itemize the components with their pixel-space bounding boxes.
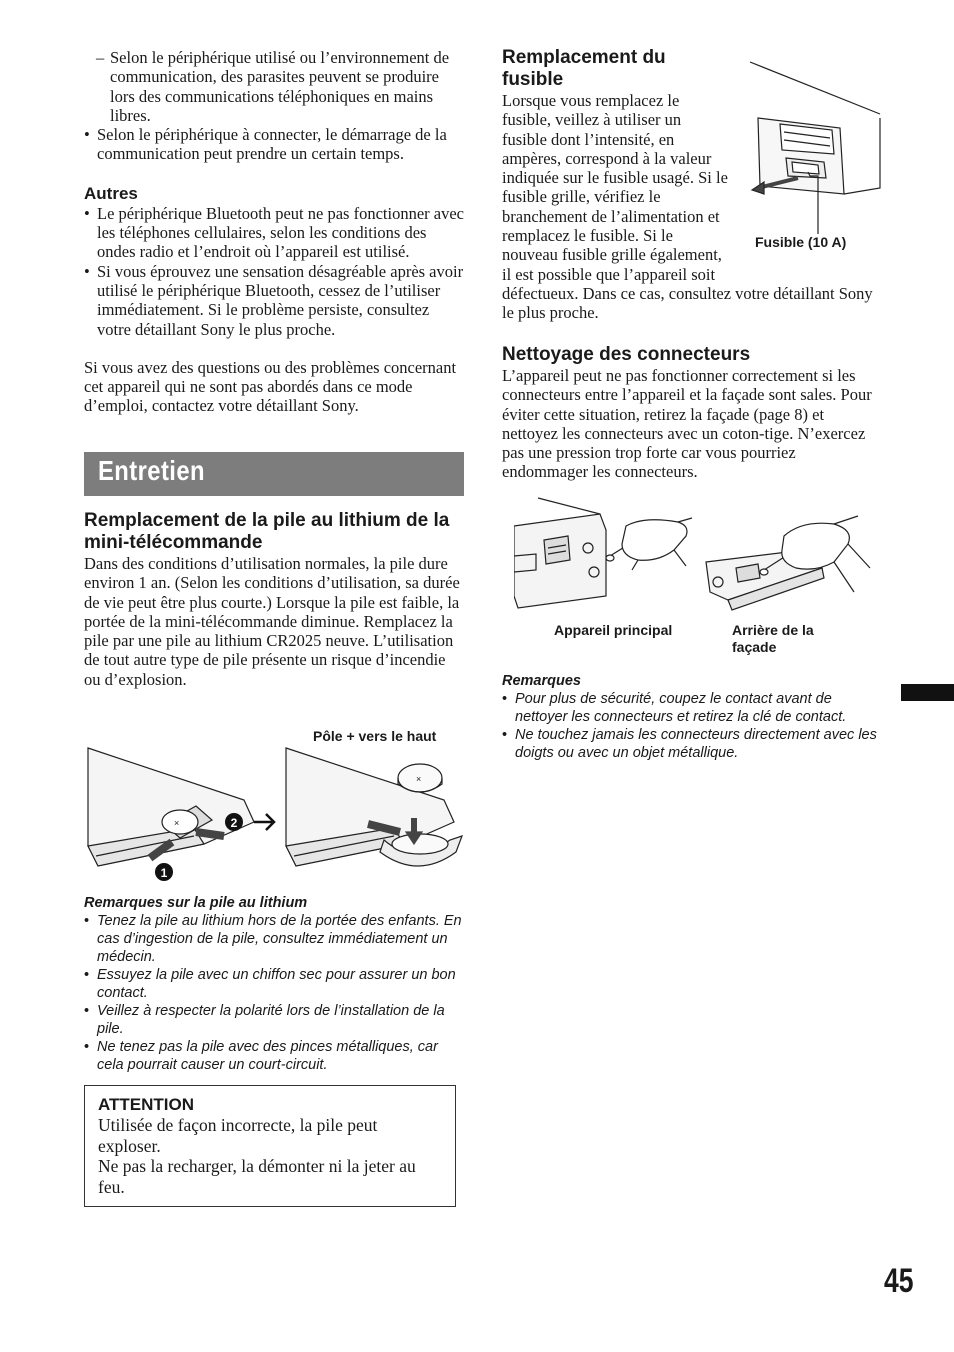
main-unit-caption: Appareil principal [554, 622, 673, 638]
bullet-list [84, 125, 464, 164]
autres-list [84, 204, 464, 339]
connectors-paragraph: L’appareil peut ne pas fonctionner correctement si les connecteurs entre l’appareil et la façade sont sales. Pour éviter cette situation, retirez la façade (page 8) et nettoyez les connecteurs avec un coton-tige. N’exercez pas une pression trop forte car vous pourriez endommager les connecteurs. [502, 366, 872, 482]
step-2-label: 2 [230, 816, 238, 830]
autres-heading: Autres [84, 183, 138, 203]
list-item: • Selon le périphérique à connecter, le démarrage de la communication peut prendre un certain temps. [84, 125, 464, 164]
fuse-illustration [748, 58, 882, 236]
attention-box [84, 1085, 456, 1207]
fuse-paragraph: Lorsque vous remplacez le fusible, veillez à utiliser un fusible dont l’intensité, en ampères, correspond à la valeur indiquée sur le fusible usagé. Si le fusible grille, vérifiez le branchement de l’alimentation et remplacez le fusible. Si le nouveau fusible grille également, il est possible que l’appareil soit défectueux. Dans ce cas, consultez votre détaillant Sony le plus proche. [502, 91, 873, 323]
battery-notes [84, 894, 466, 1074]
dash-list [84, 48, 464, 125]
step-1-label: 1 [160, 866, 168, 880]
connectors-section [502, 344, 876, 482]
list-item: • Veillez à respecter la polarité lors de l’installation de la pile. [84, 1002, 466, 1038]
arrow-right-icon [254, 814, 274, 830]
list-item: • Ne tenez pas la pile avec des pinces métalliques, car cela pourrait causer un court-circuit. [84, 1038, 466, 1074]
list-item: • Essuyez la pile avec un chiffon sec pour assurer un bon contact. [84, 966, 466, 1002]
battery-notes-list [84, 912, 466, 1074]
connector-cleaning-illustration [514, 496, 874, 618]
svg-text:×: × [174, 818, 180, 828]
remarks-heading: Remarques [502, 673, 581, 689]
remarks-list [502, 690, 886, 762]
section-title-bar [84, 452, 464, 496]
attention-line-1: Utilisée de façon incorrecte, la pile peut exploser. [98, 1115, 378, 1156]
list-item: • Si vous éprouvez une sensation désagréable après avoir utilisé le périphérique Bluetooth, cessez de l’utiliser immédiatement. Si le problème persiste, consultez votre détaillant Sony le plus proche. [84, 262, 464, 339]
back-caption: Arrière de la façade [732, 622, 814, 655]
svg-text:×: × [416, 774, 422, 784]
page-number: 45 [884, 1262, 914, 1300]
battery-notes-heading: Remarques sur la pile au lithium [84, 895, 308, 911]
battery-section [84, 510, 464, 689]
fuse-caption: Fusible (10 A) [755, 234, 847, 250]
battery-paragraph: Dans des conditions d’utilisation normales, la pile dure environ 1 an. (Selon les conditions d’utilisation, sa durée de vie peut être plus courte.) Lorsque la pile est faible, la portée de la mini-télécommande diminue. Remplacez la pile par une pile au lithium CR2025 neuve. L’utilisation de tout autre type de pile présente un risque d’incendie ou d’explosion. [84, 554, 460, 689]
list-item: • Tenez la pile au lithium hors de la portée des enfants. En cas d’ingestion de la pile, consultez immédiatement un médecin. [84, 912, 466, 966]
page-tab-marker [901, 684, 954, 701]
questions-paragraph: Si vous avez des questions ou des problèmes concernant cet appareil qui ne sont pas abordés dans ce mode d’emploi, contactez votre détaillant Sony. [84, 357, 457, 416]
remarks [502, 672, 886, 762]
dash-item: – Selon le périphérique utilisé ou l’environnement de communication, des parasites peuvent se produire lors des communications téléphoniques en mains libres. [84, 48, 464, 125]
left-column [84, 48, 464, 416]
list-item: • Le périphérique Bluetooth peut ne pas fonctionner avec les téléphones cellulaires, selon les conditions des ondes radio et l’endroit où l’appareil est utilisé. [84, 204, 464, 262]
attention-title: ATTENTION [98, 1095, 195, 1114]
attention-line-2: Ne pas la recharger, la démonter ni la jeter au feu. [98, 1156, 416, 1197]
battery-heading: Remplacement de la pile au lithium de la mini-télécommande [84, 510, 450, 553]
list-item: • Pour plus de sécurité, coupez le contact avant de nettoyer les connecteurs et retirez la clé de contact. [502, 690, 886, 726]
fuse-heading: Remplacement du fusible [502, 47, 666, 90]
battery-figure-caption: Pôle + vers le haut [313, 728, 437, 744]
connectors-heading: Nettoyage des connecteurs [502, 344, 751, 365]
section-title: Entretien [98, 455, 205, 486]
list-item: • Ne touchez jamais les connecteurs directement avec les doigts ou avec un objet métallique. [502, 726, 886, 762]
battery-replacement-illustration [84, 740, 466, 890]
